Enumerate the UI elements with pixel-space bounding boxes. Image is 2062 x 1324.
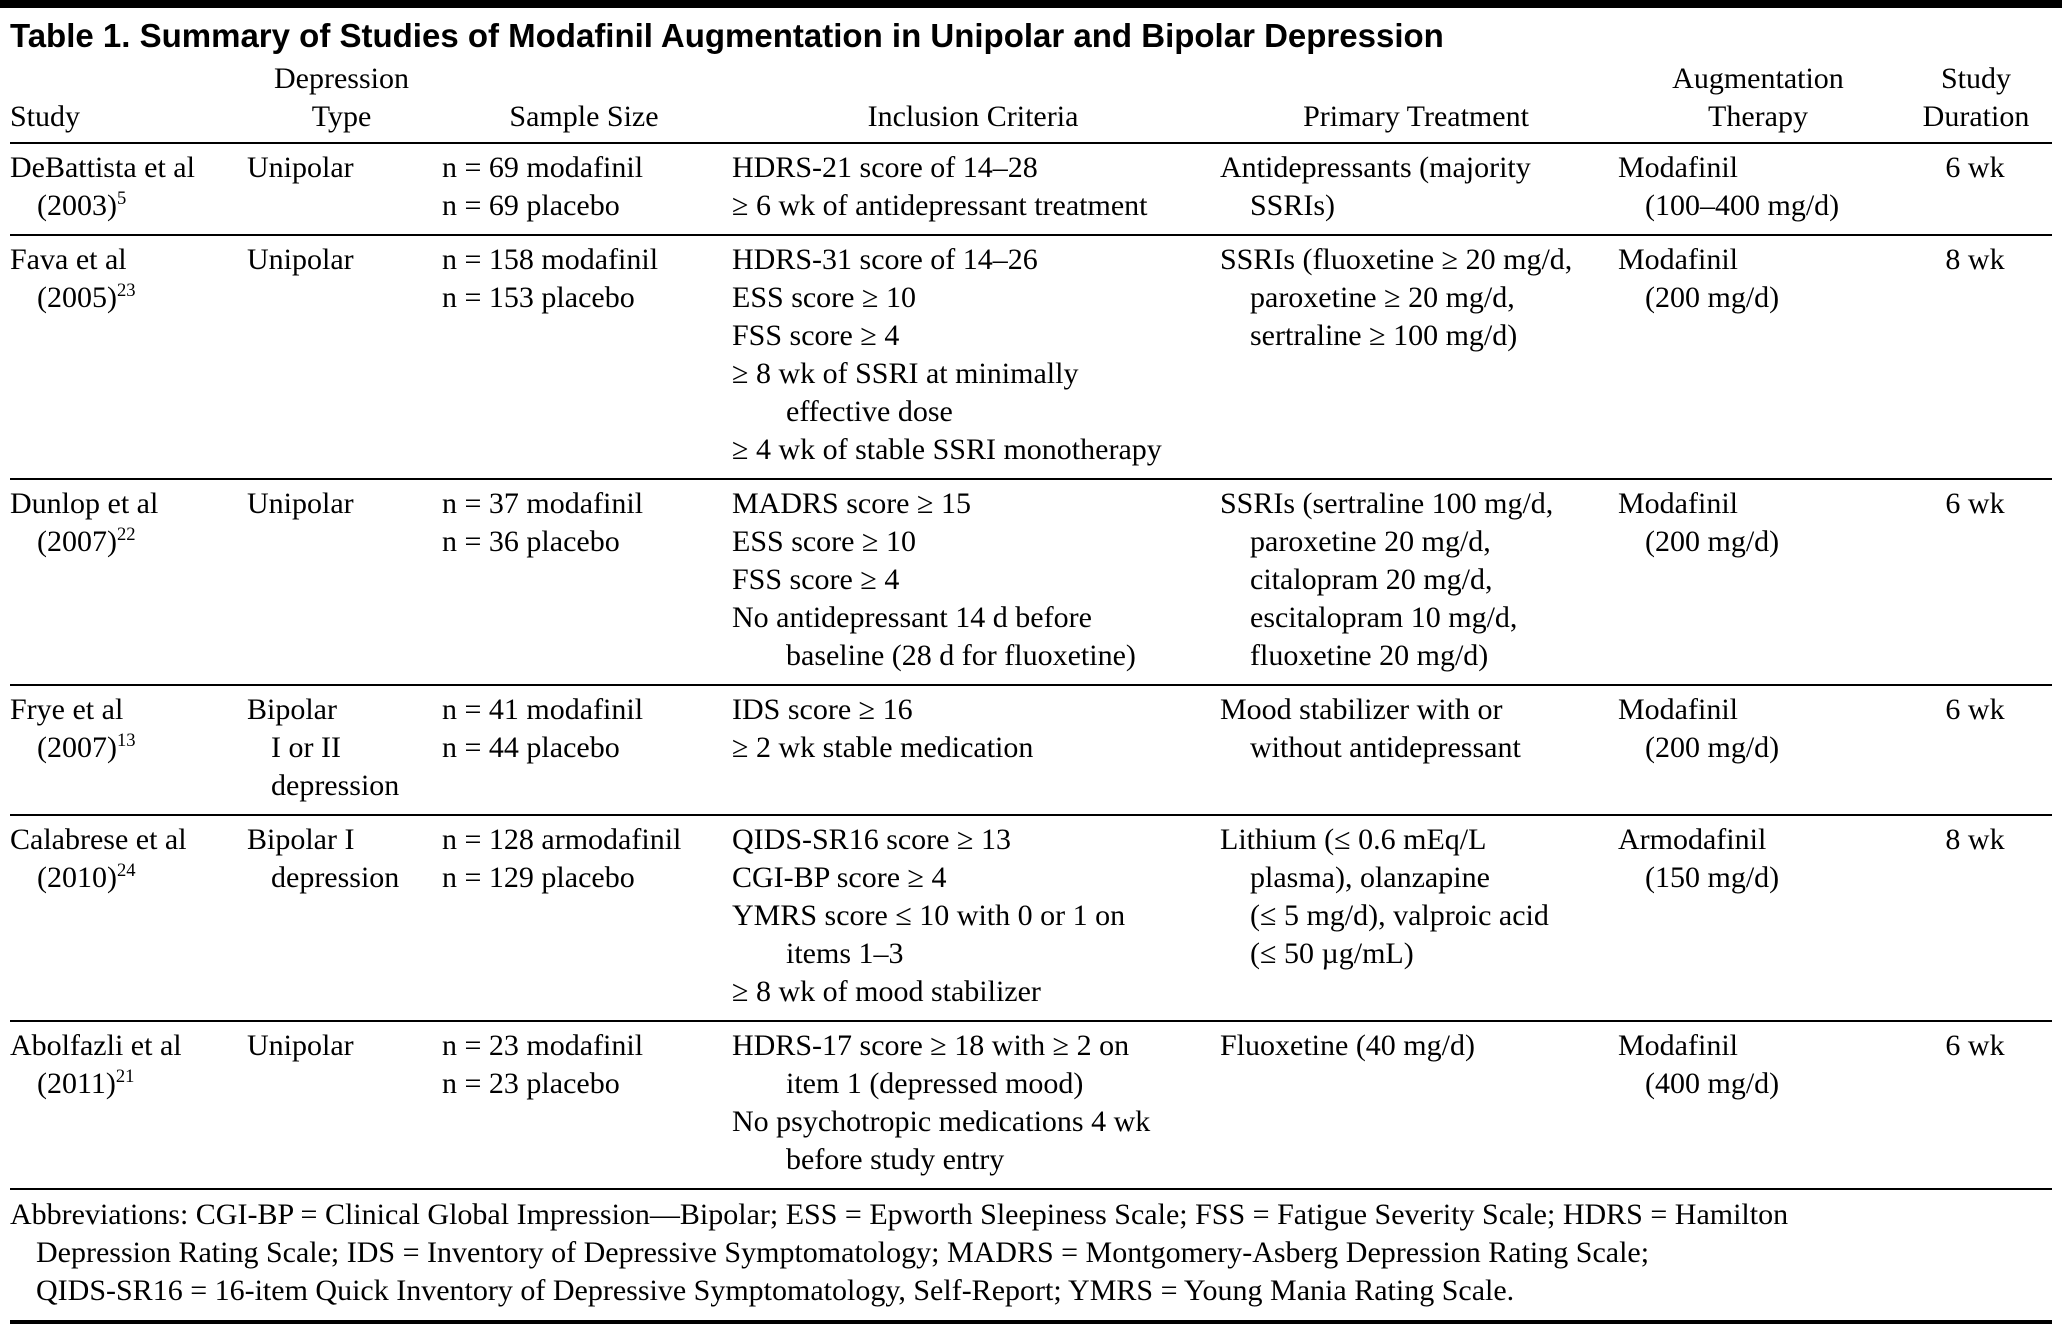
cell-line: $(2003)^5$	[37, 188, 127, 222]
cell-study	[10, 479, 245, 685]
cell-duration	[1902, 1021, 2052, 1188]
cell-line: 6 wk	[1945, 151, 2005, 184]
cell-line: items 1–3	[786, 937, 904, 970]
header-row	[10, 60, 2052, 143]
cell-line: plasma), olanzapine	[1250, 861, 1490, 894]
cell-line: 8 wk	[1945, 243, 2005, 276]
cell-line: (≤ 50 µg/mL)	[1250, 937, 1414, 970]
col-header-augmentation-therapy: Augmentation Therapy	[1672, 62, 1844, 133]
col-header-sample-size: Sample Size	[509, 100, 659, 133]
table-body	[10, 143, 2052, 1188]
cell-duration	[1902, 143, 2052, 235]
cell-type	[245, 815, 440, 1021]
cell-primary	[1218, 815, 1616, 1021]
cell-line: Bipolar	[247, 693, 337, 726]
cell-line: Unipolar	[247, 487, 354, 520]
cell-line: paroxetine ≥ 20 mg/d,	[1250, 281, 1515, 314]
cell-sample	[440, 143, 730, 235]
cell-line: Unipolar	[247, 243, 354, 276]
cell-line: Lithium (≤ 0.6 mEq/L	[1220, 823, 1487, 856]
cell-line: n = 23 placebo	[442, 1067, 620, 1100]
cell-line: $(2011)^{21}$	[37, 1066, 135, 1100]
table-row	[10, 479, 2052, 685]
table-row	[10, 143, 2052, 235]
table-container	[0, 8, 2062, 1324]
cell-line: $(2007)^{22}$	[37, 524, 136, 558]
cell-line: $(2005)^{23}$	[37, 280, 136, 314]
cell-line: paroxetine 20 mg/d,	[1250, 525, 1491, 558]
cell-augment	[1616, 235, 1902, 479]
cell-line: without antidepressant	[1250, 731, 1521, 764]
cell-study	[10, 685, 245, 815]
cell-line: ≥ 4 wk of stable SSRI monotherapy	[732, 433, 1162, 466]
reference-superscript: 22	[116, 524, 136, 545]
cell-line: depression	[271, 769, 400, 802]
cell-line: n = 129 placebo	[442, 861, 635, 894]
cell-line: n = 69 modafinil	[442, 151, 644, 184]
cell-type	[245, 479, 440, 685]
cell-line: (≤ 5 mg/d), valproic acid	[1250, 899, 1549, 932]
cell-line: MADRS score ≥ 15	[732, 487, 971, 520]
cell-line: Unipolar	[247, 1029, 354, 1062]
cell-type	[245, 143, 440, 235]
cell-primary	[1218, 143, 1616, 235]
cell-line: ESS score ≥ 10	[732, 281, 916, 314]
cell-line: ≥ 8 wk of mood stabilizer	[732, 975, 1041, 1008]
cell-line: DeBattista et al	[10, 151, 195, 184]
cell-line: ≥ 8 wk of SSRI at minimally	[732, 357, 1079, 390]
cell-line: Abolfazli et al	[10, 1029, 182, 1062]
cell-augment	[1616, 479, 1902, 685]
table-header	[10, 60, 2052, 143]
cell-line: (200 mg/d)	[1645, 731, 1780, 764]
cell-line: escitalopram 10 mg/d,	[1250, 601, 1518, 634]
cell-augment	[1616, 1021, 1902, 1188]
cell-primary	[1218, 235, 1616, 479]
col-header-study: Study	[10, 100, 81, 133]
cell-inclusion	[730, 143, 1218, 235]
cell-line: Fluoxetine (40 mg/d)	[1220, 1029, 1475, 1062]
cell-line: FSS score ≥ 4	[732, 319, 900, 352]
cell-line: Calabrese et al	[10, 823, 187, 856]
cell-line: CGI-BP score ≥ 4	[732, 861, 947, 894]
reference-superscript: 13	[116, 730, 136, 751]
cell-primary	[1218, 1021, 1616, 1188]
cell-sample	[440, 479, 730, 685]
table-row	[10, 235, 2052, 479]
col-header-inclusion-criteria: Inclusion Criteria	[867, 100, 1079, 133]
cell-line: Frye et al	[10, 693, 124, 726]
cell-inclusion	[730, 1021, 1218, 1188]
cell-duration	[1902, 479, 2052, 685]
reference-superscript: 24	[116, 860, 136, 881]
cell-primary	[1218, 685, 1616, 815]
cell-line: FSS score ≥ 4	[732, 563, 900, 596]
studies-table	[10, 60, 2052, 1188]
abbreviations-line: Abbreviations: CGI-BP = Clinical Global Impression—Bipolar; ESS = Epworth Sleepiness Scale; FSS = Fatigue Severity Scale; HDRS = Hamilton	[10, 1198, 1789, 1231]
cell-line: 6 wk	[1945, 487, 2005, 520]
cell-line: (200 mg/d)	[1645, 281, 1780, 314]
cell-line: $(2010)^{24}$	[37, 860, 136, 894]
cell-line: Modafinil	[1618, 243, 1738, 276]
cell-line: ≥ 6 wk of antidepressant treatment	[732, 189, 1148, 222]
cell-line: n = 44 placebo	[442, 731, 620, 764]
cell-sample	[440, 685, 730, 815]
col-header-primary-treatment: Primary Treatment	[1303, 100, 1529, 133]
cell-line: SSRIs)	[1250, 189, 1336, 222]
cell-line: Modafinil	[1618, 693, 1738, 726]
cell-study	[10, 143, 245, 235]
cell-line: SSRIs (sertraline 100 mg/d,	[1220, 487, 1554, 520]
cell-study	[10, 815, 245, 1021]
reference-superscript: 5	[116, 188, 127, 209]
abbreviations-line: Depression Rating Scale; IDS = Inventory of Depressive Symptomatology; MADRS = Montgomery-Asberg Depression Rating Scale;	[36, 1236, 1650, 1269]
cell-line: HDRS-31 score of 14–26	[732, 243, 1038, 276]
cell-line: YMRS score ≤ 10 with 0 or 1 on	[732, 899, 1126, 932]
cell-line: ESS score ≥ 10	[732, 525, 916, 558]
reference-superscript: 23	[116, 280, 136, 301]
cell-line: Modafinil	[1618, 151, 1738, 184]
cell-line: n = 153 placebo	[442, 281, 635, 314]
cell-line: (400 mg/d)	[1645, 1067, 1780, 1100]
cell-inclusion	[730, 235, 1218, 479]
cell-line: Bipolar I	[247, 823, 355, 856]
cell-type	[245, 685, 440, 815]
cell-sample	[440, 235, 730, 479]
cell-line: before study entry	[786, 1143, 1005, 1176]
cell-line: n = 69 placebo	[442, 189, 620, 222]
cell-line: $(2007)^{13}$	[37, 730, 136, 764]
cell-line: baseline (28 d for fluoxetine)	[786, 639, 1136, 672]
cell-line: Unipolar	[247, 151, 354, 184]
cell-line: depression	[271, 861, 400, 894]
cell-line: IDS score ≥ 16	[732, 693, 913, 726]
cell-primary	[1218, 479, 1616, 685]
cell-line: Mood stabilizer with or	[1220, 693, 1503, 726]
cell-line: fluoxetine 20 mg/d)	[1250, 639, 1489, 672]
table-row	[10, 1021, 2052, 1188]
cell-line: n = 128 armodafinil	[442, 823, 682, 856]
cell-sample	[440, 1021, 730, 1188]
cell-study	[10, 235, 245, 479]
cell-inclusion	[730, 815, 1218, 1021]
cell-line: n = 158 modafinil	[442, 243, 659, 276]
cell-line: Antidepressants (majority	[1220, 151, 1531, 184]
cell-line: citalopram 20 mg/d,	[1250, 563, 1493, 596]
cell-line: SSRIs (fluoxetine ≥ 20 mg/d,	[1220, 243, 1573, 276]
cell-type	[245, 235, 440, 479]
abbreviations-line: QIDS-SR16 = 16-item Quick Inventory of Depressive Symptomatology, Self-Report; YMRS = Young Mania Rating Scale.	[36, 1274, 1515, 1307]
cell-line: n = 36 placebo	[442, 525, 620, 558]
cell-sample	[440, 815, 730, 1021]
table-top-rule	[0, 0, 2062, 8]
cell-study	[10, 1021, 245, 1188]
cell-line: I or II	[271, 731, 341, 764]
cell-line: n = 37 modafinil	[442, 487, 644, 520]
cell-augment	[1616, 143, 1902, 235]
cell-inclusion	[730, 685, 1218, 815]
cell-line: Modafinil	[1618, 1029, 1738, 1062]
cell-line: (150 mg/d)	[1645, 861, 1780, 894]
cell-line: No antidepressant 14 d before	[732, 601, 1092, 634]
cell-duration	[1902, 235, 2052, 479]
cell-line: ≥ 2 wk stable medication	[732, 731, 1034, 764]
cell-line: Fava et al	[10, 243, 127, 276]
cell-line: Modafinil	[1618, 487, 1738, 520]
cell-line: No psychotropic medications 4 wk	[732, 1105, 1151, 1138]
cell-type	[245, 1021, 440, 1188]
cell-line: (100–400 mg/d)	[1645, 189, 1840, 222]
table-title: Table 1. Summary of Studies of Modafinil Augmentation in Unipolar and Bipolar Depression	[10, 17, 1444, 54]
cell-duration	[1902, 815, 2052, 1021]
col-header-depression-type: Depression Type	[274, 62, 409, 133]
cell-line: Dunlop et al	[10, 487, 159, 520]
cell-line: effective dose	[786, 395, 953, 428]
cell-line: 8 wk	[1945, 823, 2005, 856]
cell-line: QIDS-SR16 score ≥ 13	[732, 823, 1011, 856]
cell-augment	[1616, 815, 1902, 1021]
cell-line: n = 41 modafinil	[442, 693, 644, 726]
cell-line: 6 wk	[1945, 1029, 2005, 1062]
cell-line: HDRS-21 score of 14–28	[732, 151, 1038, 184]
cell-line: HDRS-17 score ≥ 18 with ≥ 2 on	[732, 1029, 1130, 1062]
cell-duration	[1902, 685, 2052, 815]
cell-line: Armodafinil	[1618, 823, 1767, 856]
col-header-study-duration: Study Duration	[1922, 62, 2030, 133]
cell-line: 6 wk	[1945, 693, 2005, 726]
cell-line: (200 mg/d)	[1645, 525, 1780, 558]
cell-line: sertraline ≥ 100 mg/d)	[1250, 319, 1518, 352]
cell-augment	[1616, 685, 1902, 815]
cell-inclusion	[730, 479, 1218, 685]
abbreviations-note	[10, 1188, 2052, 1324]
table-row	[10, 685, 2052, 815]
cell-line: item 1 (depressed mood)	[786, 1067, 1084, 1100]
table-row	[10, 815, 2052, 1021]
reference-superscript: 21	[115, 1066, 135, 1087]
cell-line: n = 23 modafinil	[442, 1029, 644, 1062]
